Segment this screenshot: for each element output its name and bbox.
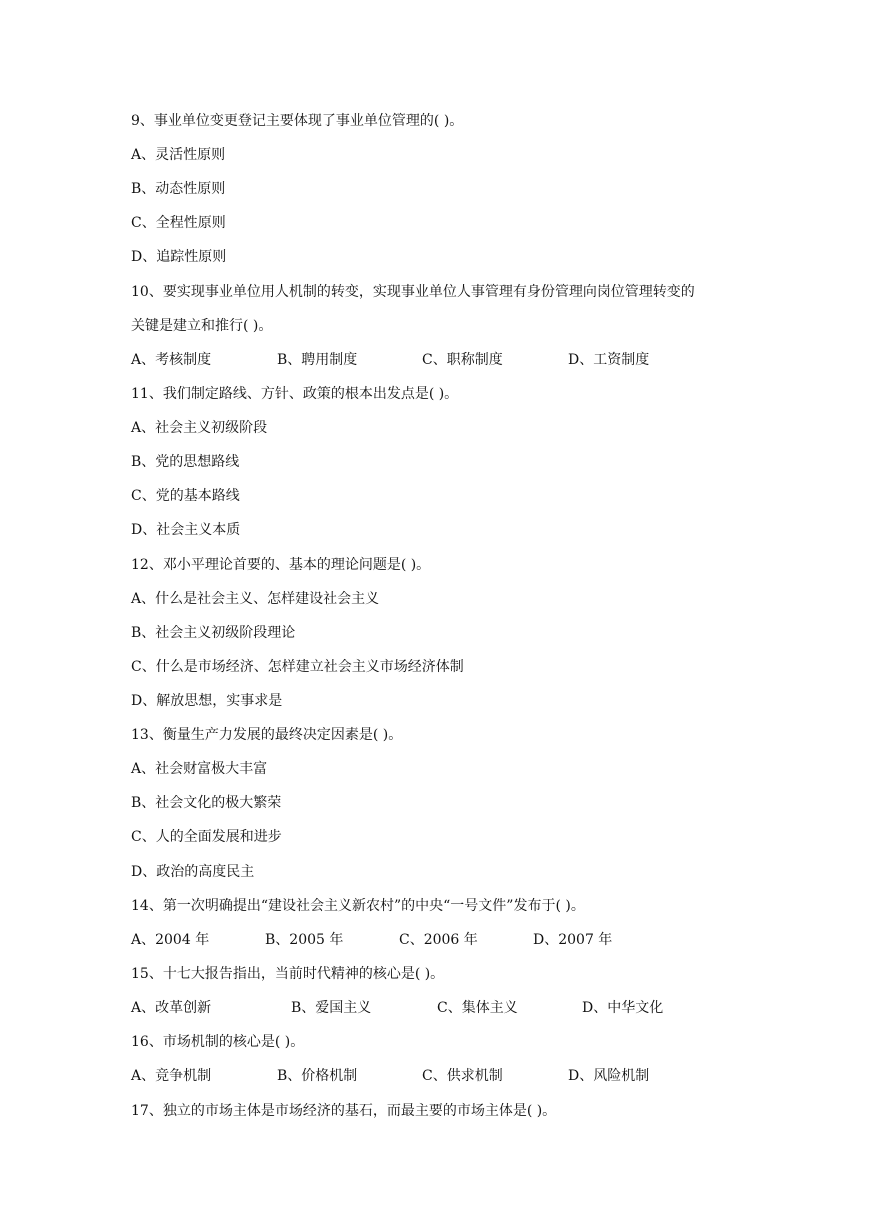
question-15: 15、十七大报告指出，当前时代精神的核心是( )。 <box>131 966 445 982</box>
question-14-option-d: D、2007 年 <box>533 932 613 948</box>
question-9-option-d: D、追踪性原则 <box>131 249 227 265</box>
question-13-option-d: D、政治的高度民主 <box>131 864 255 880</box>
question-11-option-a: A、社会主义初级阶段 <box>131 420 268 436</box>
question-10-option-c: C、职称制度 <box>422 352 503 368</box>
question-15-option-d: D、中华文化 <box>582 1000 664 1016</box>
question-14: 14、第一次明确提出“建设社会主义新农村”的中央“一号文件”发布于( )。 <box>131 898 585 914</box>
question-12-option-c: C、什么是市场经济、怎样建立社会主义市场经济体制 <box>131 659 464 675</box>
question-15-option-b: B、爱国主义 <box>291 1000 372 1016</box>
question-9: 9、事业单位变更登记主要体现了事业单位管理的( )。 <box>131 113 464 129</box>
question-12-option-b: B、社会主义初级阶段理论 <box>131 625 296 641</box>
question-15-option-c: C、集体主义 <box>437 1000 518 1016</box>
question-14-option-b: B、2005 年 <box>265 932 344 948</box>
question-13-option-a: A、社会财富极大丰富 <box>131 761 268 777</box>
question-17: 17、独立的市场主体是市场经济的基石，而最主要的市场主体是( )。 <box>131 1103 557 1119</box>
question-16-option-a: A、竞争机制 <box>131 1068 212 1084</box>
question-11: 11、我们制定路线、方针、政策的根本出发点是( )。 <box>131 386 459 402</box>
question-11-option-d: D、社会主义本质 <box>131 522 241 538</box>
question-9-option-a: A、灵活性原则 <box>131 147 226 163</box>
question-10-option-d: D、工资制度 <box>568 352 650 368</box>
question-16-option-b: B、价格机制 <box>277 1068 358 1084</box>
question-10-line-1: 10、要实现事业单位用人机制的转变，实现事业单位人事管理有身份管理向岗位管理转变的 <box>131 284 695 300</box>
question-10-option-a: A、考核制度 <box>131 352 212 368</box>
question-15-option-a: A、改革创新 <box>131 1000 212 1016</box>
question-9-option-c: C、全程性原则 <box>131 215 226 231</box>
question-16-option-c: C、供求机制 <box>422 1068 503 1084</box>
question-13-option-c: C、人的全面发展和进步 <box>131 829 282 845</box>
question-12-option-d: D、解放思想，实事求是 <box>131 693 283 709</box>
question-14-option-c: C、2006 年 <box>399 932 478 948</box>
question-11-option-b: B、党的思想路线 <box>131 454 240 470</box>
question-16-option-d: D、风险机制 <box>568 1068 650 1084</box>
question-10-line-2: 关键是建立和推行( )。 <box>131 318 273 334</box>
question-14-option-a: A、2004 年 <box>131 932 210 948</box>
question-10-option-b: B、聘用制度 <box>277 352 358 368</box>
question-9-option-b: B、动态性原则 <box>131 181 226 197</box>
question-13-option-b: B、社会文化的极大繁荣 <box>131 795 282 811</box>
question-16: 16、市场机制的核心是( )。 <box>131 1034 305 1050</box>
question-11-option-c: C、党的基本路线 <box>131 488 240 504</box>
question-12-option-a: A、什么是社会主义、怎样建设社会主义 <box>131 591 380 607</box>
question-12: 12、邓小平理论首要的、基本的理论问题是( )。 <box>131 557 431 573</box>
question-13: 13、衡量生产力发展的最终决定因素是( )。 <box>131 727 403 743</box>
